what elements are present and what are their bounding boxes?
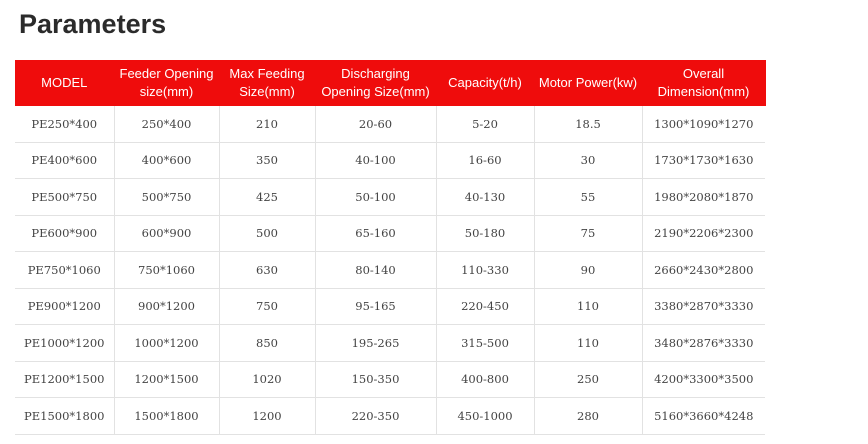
- table-row: [15, 252, 765, 289]
- table-cell-model: PE600*900: [15, 215, 114, 252]
- table-cell-capacity: 315-500: [436, 325, 534, 362]
- table-cell-motor-power: 55: [534, 179, 642, 216]
- column-header-model: [15, 60, 114, 106]
- table-cell-max-feeding-size: 500: [219, 215, 315, 252]
- table-cell-discharging-opening-size: 20-60: [315, 106, 436, 142]
- column-header-label: Max Feeding: [229, 66, 305, 81]
- table-cell-capacity: 400-800: [436, 361, 534, 398]
- table-cell-feeder-opening-size: 600*900: [114, 215, 219, 252]
- table-row: [15, 361, 765, 398]
- column-header-max-feeding-size: [219, 60, 315, 106]
- parameters-table: [15, 60, 766, 435]
- column-header-label: Size(mm): [239, 84, 295, 99]
- table-header-row: [15, 60, 765, 106]
- table-cell-model: PE1200*1500: [15, 361, 114, 398]
- table-row: [15, 215, 765, 252]
- table-row: [15, 106, 765, 142]
- table-cell-feeder-opening-size: 1500*1800: [114, 398, 219, 435]
- table-cell-feeder-opening-size: 250*400: [114, 106, 219, 142]
- table-cell-overall-dimension: 2190*2206*2300: [642, 215, 765, 252]
- table-cell-motor-power: 250: [534, 361, 642, 398]
- table-row: [15, 288, 765, 325]
- table-cell-max-feeding-size: 630: [219, 252, 315, 289]
- table-cell-discharging-opening-size: 65-160: [315, 215, 436, 252]
- table-cell-max-feeding-size: 350: [219, 142, 315, 179]
- table-cell-overall-dimension: 1980*2080*1870: [642, 179, 765, 216]
- table-cell-feeder-opening-size: 1000*1200: [114, 325, 219, 362]
- page-title: Parameters: [19, 9, 167, 39]
- table-cell-capacity: 16-60: [436, 142, 534, 179]
- table-cell-discharging-opening-size: 195-265: [315, 325, 436, 362]
- table-cell-model: PE900*1200: [15, 288, 114, 325]
- table-cell-motor-power: 75: [534, 215, 642, 252]
- column-header-overall-dimension: [642, 60, 765, 106]
- table-cell-max-feeding-size: 1020: [219, 361, 315, 398]
- table-cell-feeder-opening-size: 900*1200: [114, 288, 219, 325]
- table-cell-capacity: 5-20: [436, 106, 534, 142]
- column-header-feeder-opening-size: [114, 60, 219, 106]
- column-header-label: MODEL: [41, 75, 88, 90]
- table-cell-model: PE1000*1200: [15, 325, 114, 362]
- column-header-motor-power: [534, 60, 642, 106]
- table-row: [15, 142, 765, 179]
- table-cell-discharging-opening-size: 95-165: [315, 288, 436, 325]
- table-cell-feeder-opening-size: 1200*1500: [114, 361, 219, 398]
- table-cell-max-feeding-size: 750: [219, 288, 315, 325]
- table-cell-discharging-opening-size: 50-100: [315, 179, 436, 216]
- column-header-capacity: [436, 60, 534, 106]
- column-header-label: Capacity(t/h): [448, 75, 522, 90]
- column-header-label: Overall: [682, 66, 725, 81]
- table-row: [15, 325, 765, 362]
- column-header-label: Dimension(mm): [657, 84, 750, 99]
- table-cell-overall-dimension: 3380*2870*3330: [642, 288, 765, 325]
- table-cell-model: PE500*750: [15, 179, 114, 216]
- table-cell-max-feeding-size: 850: [219, 325, 315, 362]
- table-cell-model: PE250*400: [15, 106, 114, 142]
- table-row: [15, 179, 765, 216]
- table-row: [15, 398, 765, 435]
- column-header-discharging-opening-size: [315, 60, 436, 106]
- table-cell-model: PE750*1060: [15, 252, 114, 289]
- column-header-label: size(mm): [139, 84, 194, 99]
- column-header-label: Feeder Opening: [119, 66, 214, 81]
- column-header-label: Discharging: [341, 66, 410, 81]
- column-header-label: Motor Power(kw): [538, 75, 638, 90]
- table-cell-capacity: 450-1000: [436, 398, 534, 435]
- table-cell-overall-dimension: 1300*1090*1270: [642, 106, 765, 142]
- table-cell-feeder-opening-size: 400*600: [114, 142, 219, 179]
- table-cell-max-feeding-size: 425: [219, 179, 315, 216]
- table-cell-motor-power: 18.5: [534, 106, 642, 142]
- table-cell-motor-power: 280: [534, 398, 642, 435]
- table-cell-max-feeding-size: 210: [219, 106, 315, 142]
- table-body: [15, 106, 765, 434]
- table-cell-capacity: 50-180: [436, 215, 534, 252]
- table-cell-overall-dimension: 3480*2876*3330: [642, 325, 765, 362]
- table-cell-discharging-opening-size: 220-350: [315, 398, 436, 435]
- table-cell-motor-power: 110: [534, 288, 642, 325]
- table-cell-overall-dimension: 4200*3300*3500: [642, 361, 765, 398]
- table-cell-overall-dimension: 2660*2430*2800: [642, 252, 765, 289]
- table-cell-motor-power: 90: [534, 252, 642, 289]
- column-header-label: Opening Size(mm): [321, 84, 430, 99]
- table-cell-capacity: 110-330: [436, 252, 534, 289]
- table-cell-feeder-opening-size: 500*750: [114, 179, 219, 216]
- table-cell-discharging-opening-size: 150-350: [315, 361, 436, 398]
- table-cell-model: PE400*600: [15, 142, 114, 179]
- table-cell-overall-dimension: 5160*3660*4248: [642, 398, 765, 435]
- table-cell-motor-power: 30: [534, 142, 642, 179]
- table-cell-feeder-opening-size: 750*1060: [114, 252, 219, 289]
- table-cell-motor-power: 110: [534, 325, 642, 362]
- table-cell-discharging-opening-size: 80-140: [315, 252, 436, 289]
- table-cell-overall-dimension: 1730*1730*1630: [642, 142, 765, 179]
- table-cell-model: PE1500*1800: [15, 398, 114, 435]
- table-cell-capacity: 40-130: [436, 179, 534, 216]
- table-cell-capacity: 220-450: [436, 288, 534, 325]
- table-cell-discharging-opening-size: 40-100: [315, 142, 436, 179]
- table-cell-max-feeding-size: 1200: [219, 398, 315, 435]
